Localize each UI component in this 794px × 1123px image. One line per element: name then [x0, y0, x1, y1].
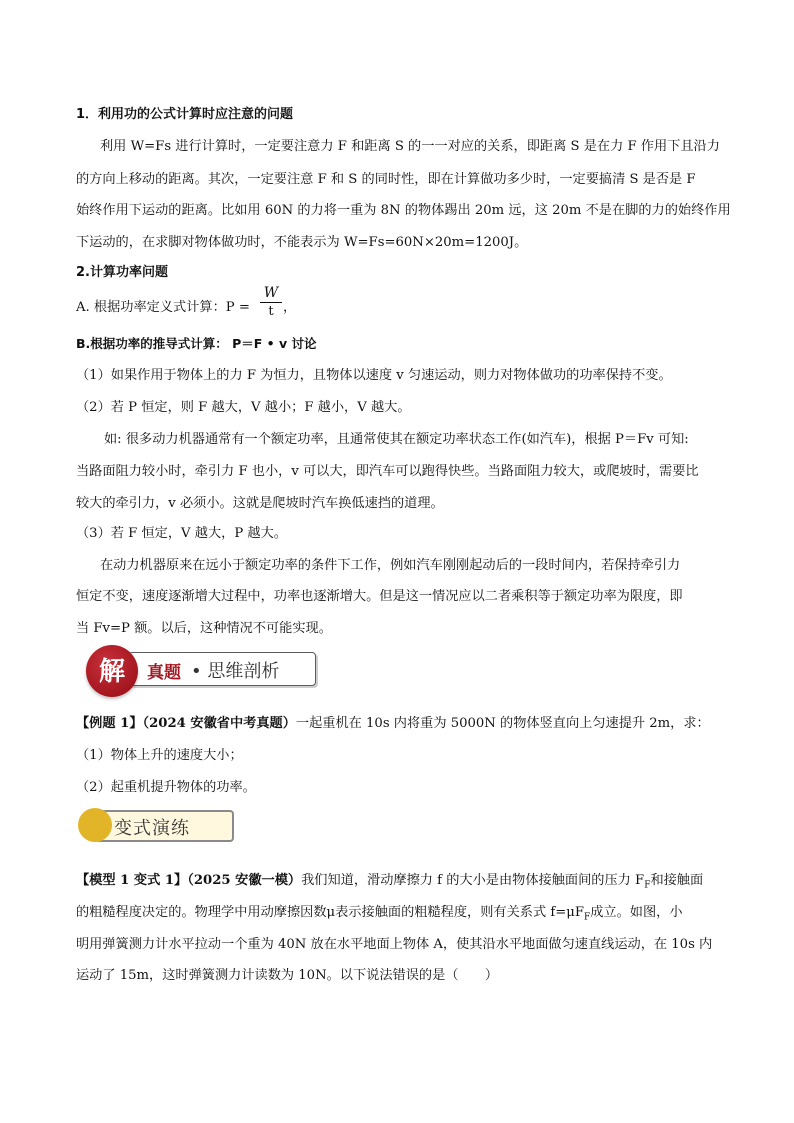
- example1-line: [76, 712, 710, 731]
- fraction-bar: [260, 302, 282, 303]
- banner-title: 变式演练: [114, 818, 190, 839]
- example-line-1: 如: 很多动力机器通常有一个额定功率，且通常使其在额定功率状态工作(如汽车)，根据 P＝Fv 可知:: [104, 432, 689, 447]
- banner-circle-icon: [78, 808, 112, 842]
- variant-practice-banner: [78, 808, 230, 842]
- example-line-2: 当路面阻力较小时，牵引力 F 也小，v 可以大，即汽车可以跑得快些。当路面阻力较大，或爬坡时，需要比: [76, 464, 699, 479]
- para3-line-2: 恒定不变，速度逐渐增大过程中，功率也逐渐增大。但是这一情况应以二者乘积等于额定功率为限度，即: [76, 589, 683, 604]
- section1-heading: 1．利用功的公式计算时应注意的问题: [76, 107, 294, 122]
- variant1-line-2: [76, 901, 683, 923]
- para3-line-1: 在动力机器原来在远小于额定功率的条件下工作，例如汽车刚刚起动后的一段时间内，若保持牵引力: [100, 558, 681, 573]
- power-definition-tail: ，: [283, 300, 297, 315]
- section1-line-3: 始终作用下运动的距离。比如用 60N 的力将一重为 8N 的物体踢出 20m 远，这 20m 不是在脚的力的始终作用: [76, 203, 731, 218]
- fraction-numerator: W: [263, 285, 279, 301]
- variant1-text-1: 我们知道，滑动摩擦力 f 的大小是由物体接触面间的压力 F: [301, 873, 645, 888]
- section1-line-1: 利用 W=Fs 进行计算时，一定要注意力 F 和距离 S 的一一对应的关系，即距离 S 是在力 F 作用下且沿力: [100, 139, 720, 154]
- pressure-subscript-2: F: [583, 912, 591, 923]
- item-2: （2）若 P 恒定，则 F 越大，V 越小；F 越小，V 越大。: [76, 400, 411, 415]
- item-1: （1）如果作用于物体上的力 F 为恒力，且物体以速度 v 匀速运动，则力对物体做功的功率保持不变。: [76, 368, 672, 383]
- variant1-line-1: [76, 869, 703, 891]
- example1-label: 【例题 1】（2024 安徽省中考真题）: [76, 716, 296, 731]
- power-definition-line: A. 根据功率定义式计算：P =: [76, 300, 250, 315]
- item-3: （3）若 F 恒定，V 越大，P 越大。: [76, 526, 287, 541]
- power-fraction: [260, 286, 282, 319]
- solve-badge-icon: [86, 645, 138, 697]
- section2-heading: 2.计算功率问题: [76, 265, 168, 280]
- fraction-denominator: t: [268, 304, 274, 319]
- variant1-line-3: 明用弹簧测力计水平拉动一个重为 40N 放在水平地面上物体 A，使其沿水平地面做匀速直线运动，在 10s 内: [76, 937, 713, 952]
- variant1-tail-1: 和接触面: [650, 873, 704, 888]
- pressure-subscript-1: F: [644, 880, 651, 891]
- section1-line-4: 下运动的，在求脚对物体做功时，不能表示为 W=Fs=60N×20m=1200J。: [76, 235, 528, 250]
- badge-character: 解: [98, 657, 125, 687]
- variant1-line-4: 运动了 15m，这时弹簧测力计读数为 10N。以下说法错误的是（ ）: [76, 968, 499, 983]
- example1-text: 一起重机在 10s 内将重为 5000N 的物体竖直向上匀速提升 2m，求：: [295, 716, 710, 731]
- para3-line-3: 当 Fv=P 额。以后，这种情况不可能实现。: [76, 621, 332, 636]
- section1-line-2: 的方向上移动的距离。其次，一定要注意 F 和 S 的同时性，即在计算做功多少时，一定要搞清 S 是否是 F: [76, 172, 696, 187]
- variant1-tail-2: 成立。如图，小: [590, 905, 683, 920]
- example-line-3: 较大的牵引力，v 必须小。这就是爬坡时汽车换低速挡的道理。: [76, 496, 444, 511]
- example1-question-2: （2）起重机提升物体的功率。: [76, 780, 256, 795]
- variant1-text-2: 的粗糙程度决定的。物理学中用动摩擦因数μ表示接触面的粗糙程度，则有关系式 f=μF: [76, 905, 584, 920]
- banner-label: • 思维剖析: [191, 661, 280, 682]
- example1-question-1: （1）物体上升的速度大小；: [76, 748, 243, 763]
- derived-formula-heading: B.根据功率的推导式计算： P＝F • v 讨论: [76, 336, 317, 351]
- banner-red-label: 真题: [147, 663, 181, 683]
- variant1-label: 【模型 1 变式 1】（2025 安徽一模）: [76, 873, 302, 888]
- section-banner-tag: [128, 652, 316, 686]
